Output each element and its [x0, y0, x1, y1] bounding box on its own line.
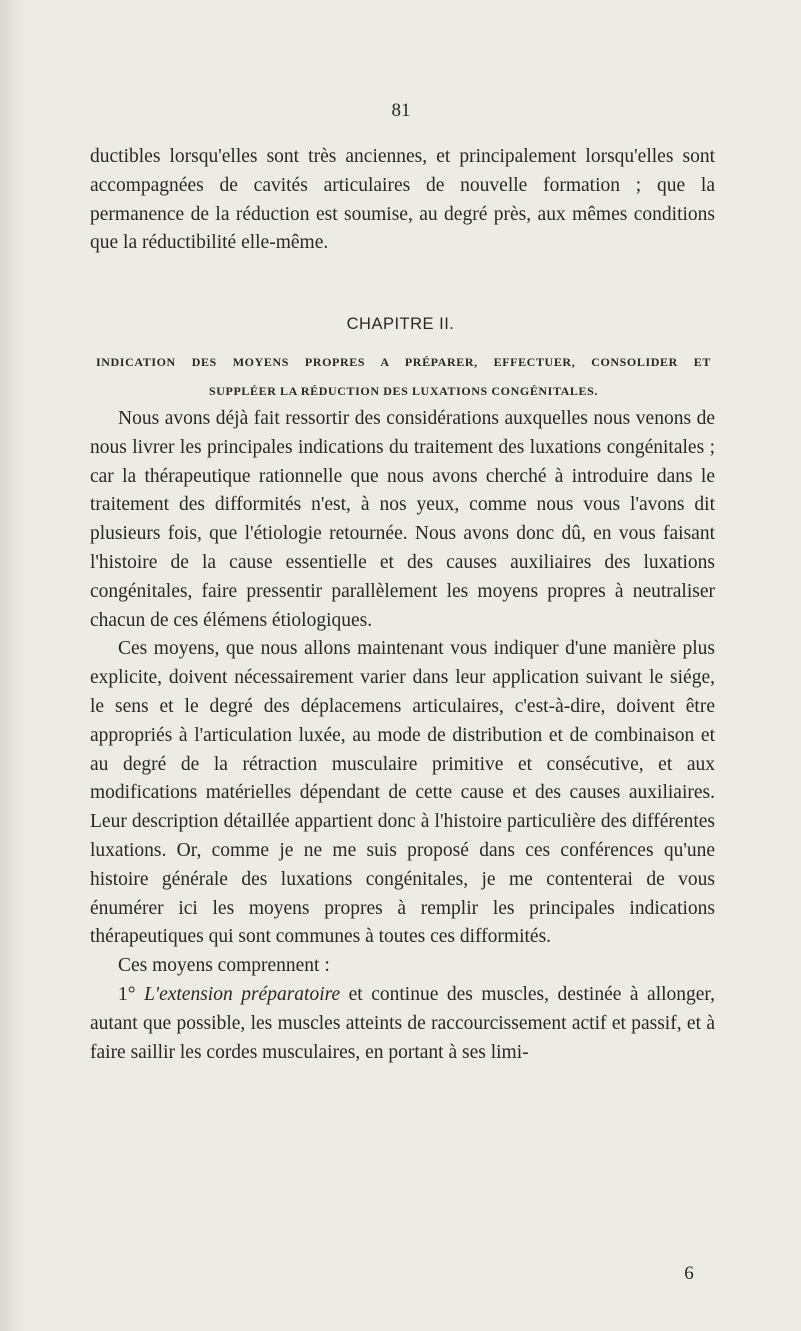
list-item-1 — [90, 981, 715, 1067]
chapter-subtitle-line-1: INDICATION DES MOYENS PROPRES A PRÉPARER, EFFECTUER, CONSOLIDER ET — [96, 355, 711, 369]
list-item-number: 1° — [118, 983, 136, 1005]
page-edge-shadow — [0, 0, 26, 1331]
list-item-text: et continue des muscles, destinée à allonger, autant que possible, les muscles atteints de raccourcissement actif et passif, et à faire saillir les cordes musculaires, en portant à ses limi- — [90, 983, 716, 1063]
chapter-subtitle — [96, 348, 711, 406]
chapter-title: CHAPITRE II. — [346, 315, 455, 333]
body-paragraph-3: Ces moyens comprennent : — [118, 955, 330, 977]
list-item-italic-term: L'extension préparatoire — [144, 983, 341, 1005]
intro-paragraph: ductibles lorsqu'elles sont très anciennes, et principalement lorsqu'elles sont accompagnées de cavités articulaires de nouvelle formation ; que la permanence de la réduction est soumise, au degré près, aux mêmes conditions que la réductibilité elle-même. — [90, 146, 715, 254]
signature-mark: 6 — [684, 1263, 694, 1284]
chapter-body — [90, 405, 715, 1067]
page-number: 81 — [391, 100, 411, 121]
body-paragraph-2: Ces moyens, que nous allons maintenant vous indiquer d'une manière plus explicite, doivent nécessairement varier dans leur application suivant le siége, le sens et le degré des déplacemens articulaires, c'est-à-dire, doivent être appropriés à l'articulation luxée, au mode de distribution et de combinaison et au degré de la rétraction musculaire primitive et consécutive, et aux modifications matérielles dépendant de cette cause et des causes auxiliaires. Leur description détaillée appartient donc à l'histoire particulière des différentes luxations. Or, comme je ne me suis proposé dans ces conférences qu'une histoire générale des luxations congénitales, je me contenterai de vous énumérer ici les moyens propres à remplir les principales indications thérapeutiques qui sont communes à toutes ces difformités. — [90, 638, 715, 948]
body-paragraph-1: Nous avons déjà fait ressortir des considérations auxquelles nous venons de nous livrer les principales indications du traitement des luxations congénitales ; car la thérapeutique rationnelle que nous avons cherché à introduire dans le traitement des difformités n'est, à nos yeux, comme nous vous l'avons dit plusieurs fois, que l'étiologie retournée. Nous avons donc dû, en vous faisant l'histoire de la cause essentielle et des causes auxiliaires des luxations congénitales, faire pressentir parallèlement les moyens propres à neutraliser chacun de ces élémens étiologiques. — [90, 408, 715, 631]
chapter-subtitle-line-2: SUPPLÉER LA RÉDUCTION DES LUXATIONS CONGÉNITALES. — [208, 384, 599, 398]
intro-paragraph-block — [90, 143, 715, 258]
